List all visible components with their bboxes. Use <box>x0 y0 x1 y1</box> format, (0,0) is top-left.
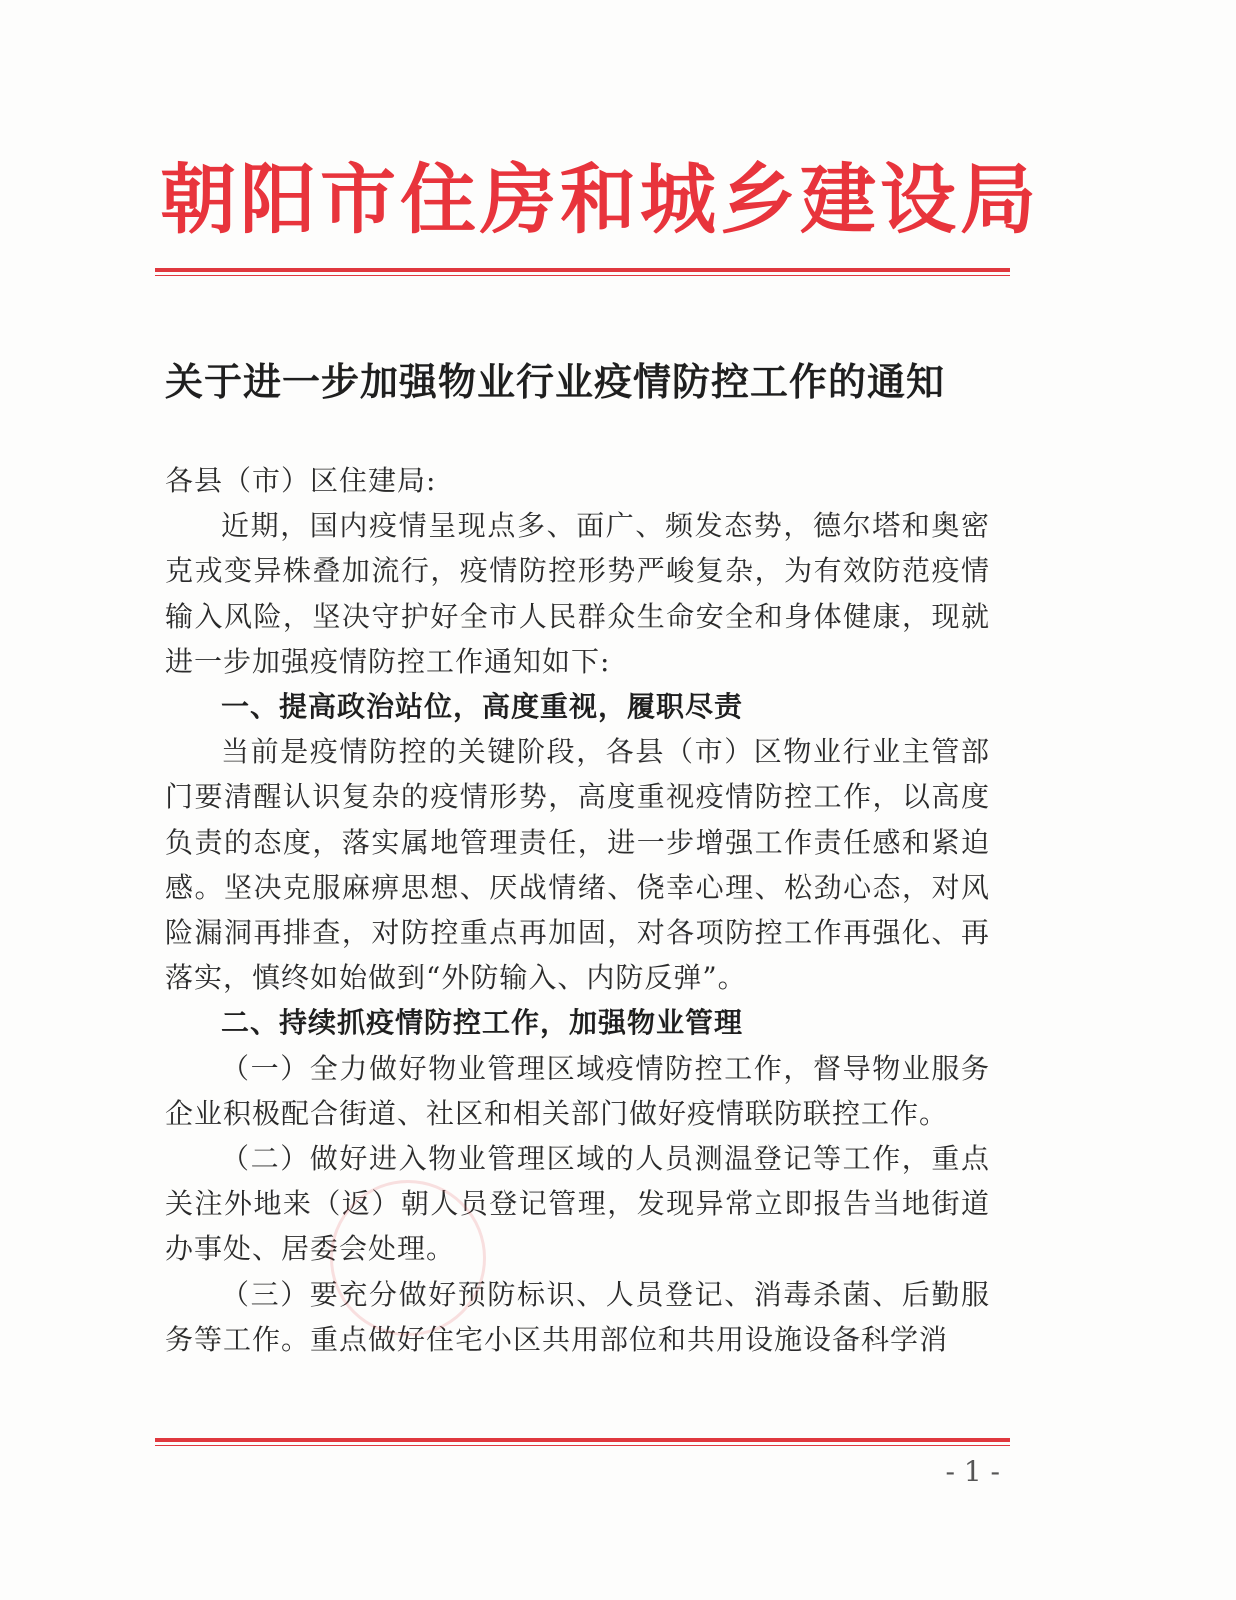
section-2-item-1: （一）全力做好物业管理区域疫情防控工作，督导物业服务企业积极配合街道、社区和相关部门做好疫情联防联控工作。 <box>165 1051 990 1130</box>
page-number: - 1 - <box>945 1455 1000 1488</box>
section-2-item-2: （二）做好进入物业管理区域的人员测温登记等工作，重点关注外地来（返）朝人员登记管理，发现异常立即报告当地街道办事处、居委会处理。 <box>165 1142 990 1266</box>
salutation: 各县（市）区住建局: <box>165 464 437 497</box>
footer-divider-thin-line <box>155 1445 1010 1446</box>
section-1-heading: 一、提高政治站位，高度重视，履职尽责 <box>221 690 744 724</box>
intro-paragraph: 近期，国内疫情呈现点多、面广、频发态势，德尔塔和奥密克戎变异株叠加流行，疫情防控形势严峻复杂，为有效防范疫情输入风险，坚决守护好全市人民群众生命安全和身体健康，现就进一步加强疫情防控工作通知如下: <box>165 509 990 678</box>
divider-thin-line <box>155 275 1010 276</box>
section-2-heading: 二、持续抓疫情防控工作，加强物业管理 <box>221 1006 744 1040</box>
agency-letterhead: 朝阳市住房和城乡建设局 <box>160 155 1040 244</box>
section-1-paragraph: 当前是疫情防控的关键阶段，各县（市）区物业行业主管部门要清醒认识复杂的疫情形势，高度重视疫情防控工作，以高度负责的态度，落实属地管理责任，进一步增强工作责任感和紧迫感。坚决克服麻痹思想、厌战情绪、侥幸心理、松劲心态，对风险漏洞再排查，对防控重点再加固，对各项防控工作再强化、再落实，慎终如始做到“外防输入、内防反弹”。 <box>165 735 990 995</box>
faint-seal-stamp <box>330 1180 486 1336</box>
letterhead-divider <box>155 268 1010 276</box>
footer-divider <box>155 1438 1010 1446</box>
document-title: 关于进一步加强物业行业疫情防控工作的通知 <box>165 360 946 404</box>
document-body <box>165 458 990 1362</box>
divider-thick-line <box>155 268 1010 272</box>
section-2-item-3: （三）要充分做好预防标识、人员登记、消毒杀菌、后勤服务等工作。重点做好住宅小区共用部位和共用设施设备科学消 <box>165 1277 990 1356</box>
footer-divider-thick-line <box>155 1438 1010 1442</box>
